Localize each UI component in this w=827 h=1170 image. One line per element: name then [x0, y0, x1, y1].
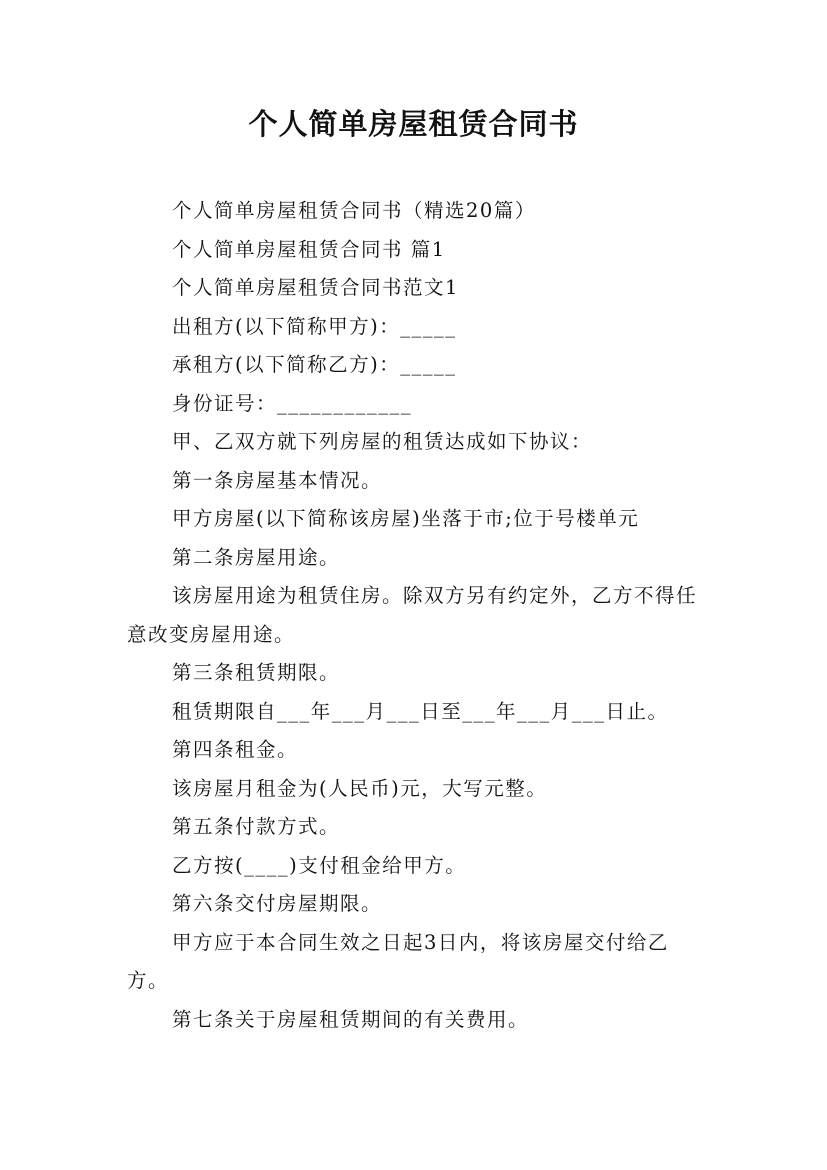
paragraph-article-2: 第二条房屋用途。	[172, 545, 341, 569]
paragraph-intro: 个人简单房屋租赁合同书（精选20篇）	[172, 199, 536, 222]
paragraph-article-1: 第一条房屋基本情况。	[172, 468, 383, 492]
paragraph-section-heading: 个人简单房屋租赁合同书 篇1	[172, 237, 446, 261]
paragraph-sample-heading: 个人简单房屋租赁合同书范文1	[172, 276, 459, 299]
paragraph-agreement: 甲、乙双方就下列房屋的租赁达成如下协议：	[172, 430, 593, 453]
paragraph-article-6-text: 甲方应于本合同生效之日起3日内，将该房屋交付给乙方。	[127, 930, 669, 992]
paragraph-article-7: 第七条关于房屋租赁期间的有关费用。	[172, 1007, 530, 1031]
paragraph-lessor: 出租方(以下简称甲方)：_____	[172, 314, 457, 338]
paragraph-article-5: 第五条付款方式。	[172, 815, 341, 838]
paragraph-article-2-text: 该房屋用途为租赁住房。除双方另有约定外，乙方不得任意改变房屋用途。	[127, 584, 698, 646]
paragraph-article-5-text: 乙方按(____)支付租金给甲方。	[172, 853, 467, 877]
paragraph-article-4: 第四条租金。	[172, 738, 299, 761]
document-body	[127, 192, 705, 1039]
paragraph-article-4-text: 该房屋月租金为(人民币)元，大写元整。	[172, 776, 548, 800]
document-title: 个人简单房屋租赁合同书	[248, 107, 579, 141]
paragraph-article-3: 第三条租赁期限。	[172, 661, 341, 684]
paragraph-lessee: 承租方(以下简称乙方)：_____	[172, 353, 457, 376]
paragraph-article-6: 第六条交付房屋期限。	[172, 892, 383, 915]
paragraph-article-1-text: 甲方房屋(以下简称该房屋)坐落于市;位于号楼单元	[172, 507, 640, 530]
paragraph-id-number: 身份证号：____________	[172, 391, 413, 415]
paragraph-article-3-text: 租赁期限自___年___月___日至___年___月___日止。	[172, 699, 669, 723]
